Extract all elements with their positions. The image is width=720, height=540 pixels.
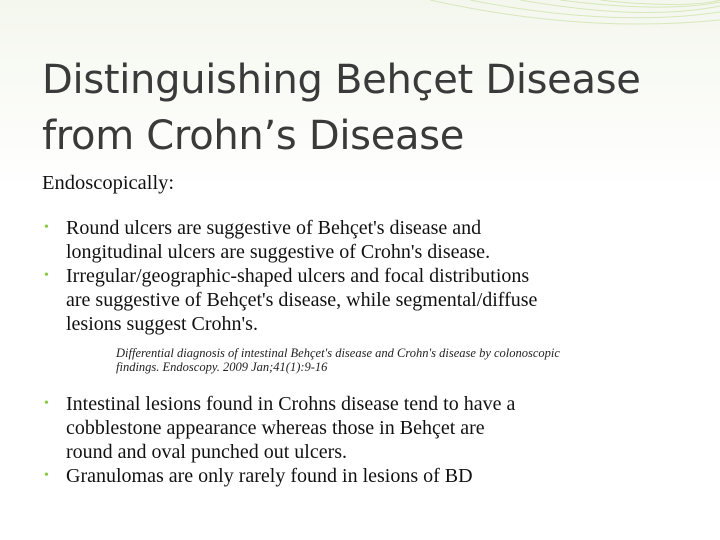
list-item: • Irregular/geographic-shaped ulcers and focal distributions are suggestive of Behçet's disease, while segmental/diffuse lesions suggest Crohn's. xyxy=(44,265,538,335)
bullet-list-endoscopic xyxy=(42,216,682,336)
bullet-icon: • xyxy=(44,468,49,483)
corner-stripes-decoration xyxy=(0,0,720,60)
bullet-icon: • xyxy=(44,268,49,283)
slide-title xyxy=(42,52,702,164)
list-item: • Round ulcers are suggestive of Behçet's disease and longitudinal ulcers are suggestive of Crohn's disease. xyxy=(44,217,491,263)
list-item: • Intestinal lesions found in Crohns disease tend to have a cobblestone appearance whereas those in Behçet are round and oval punched out ulcers. xyxy=(44,393,516,463)
bullet-list-findings xyxy=(42,392,682,488)
title-line-2: from Crohn’s Disease xyxy=(42,113,465,159)
subheading: Endoscopically: xyxy=(42,172,175,194)
title-line-1: Distinguishing Behçet Disease xyxy=(42,57,641,103)
citation: Differential diagnosis of intestinal Behçet's disease and Crohn's disease by colonoscopic findings. Endoscopy. 2009 Jan;41(1):9-16 xyxy=(116,346,560,374)
bullet-icon: • xyxy=(44,396,49,411)
bullet-icon: • xyxy=(44,220,49,235)
list-item: • Granulomas are only rarely found in lesions of BD xyxy=(44,465,473,487)
